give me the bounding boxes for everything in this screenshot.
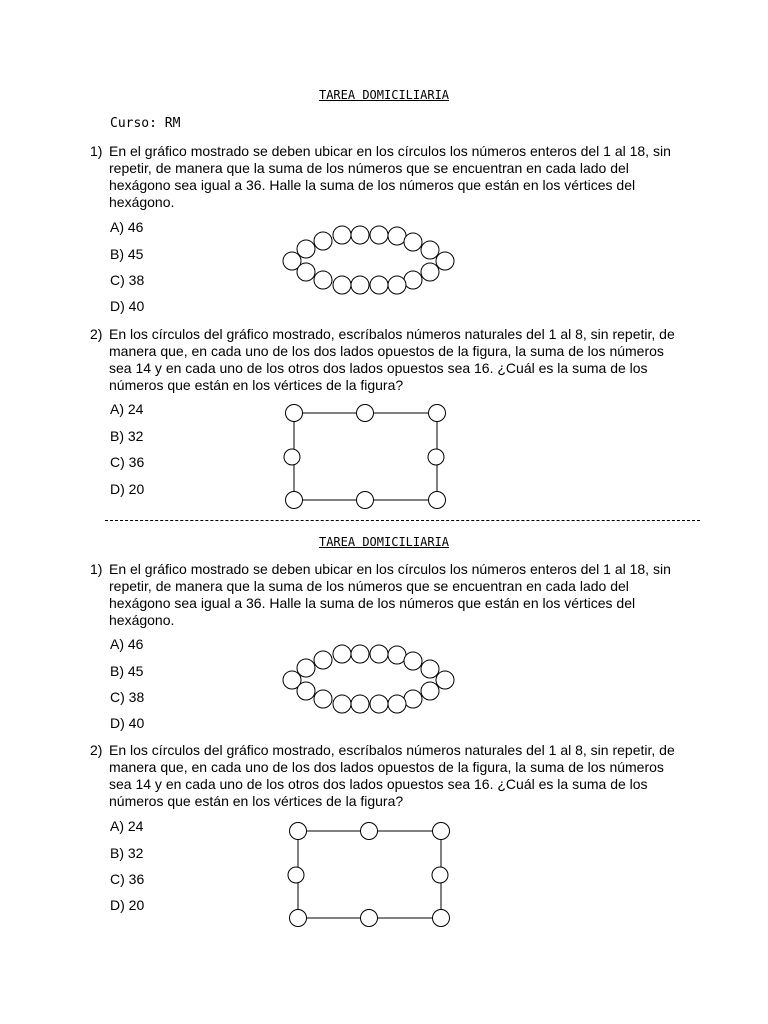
- worksheet-title: TAREA DOMICILIARIA: [318, 88, 450, 102]
- option-a: A) 24: [110, 401, 144, 417]
- question-number: 2): [90, 742, 103, 758]
- option-c: C) 38: [110, 689, 145, 705]
- course-label: Curso: RM: [110, 116, 181, 131]
- option-a: A) 24: [110, 818, 144, 834]
- option-b: B) 45: [110, 663, 144, 679]
- option-b: B) 45: [110, 246, 144, 262]
- option-c: C) 36: [110, 871, 145, 887]
- question-number: 1): [90, 561, 103, 577]
- rectangle-circles: [288, 823, 450, 927]
- option-a: A) 46: [110, 219, 144, 235]
- question-number: 2): [90, 326, 103, 342]
- question-text: En los círculos del gráfico mostrado, escríbalos números naturales del 1 al 8, sin repetir, de manera que, en cada uno de los dos lados opuestos de la figura, la suma de los números sea 14 y en cada uno de los otros dos lados opuestos sea 16. ¿Cuál es la suma de los números que están en los vértices de la figura?: [109, 326, 675, 393]
- option-b: B) 32: [110, 428, 144, 444]
- question-text: En los círculos del gráfico mostrado, escríbalos números naturales del 1 al 8, sin repetir, de manera que, en cada uno de los dos lados opuestos de la figura, la suma de los números sea 14 y en cada uno de los otros dos lados opuestos sea 16. ¿Cuál es la suma de los números que están en los vértices de la figura?: [109, 742, 675, 809]
- worksheet-title: TAREA DOMICILIARIA: [318, 535, 450, 549]
- option-d: D) 20: [110, 481, 145, 497]
- option-c: C) 38: [110, 272, 145, 288]
- option-d: D) 40: [110, 298, 145, 314]
- option-c: C) 36: [110, 454, 145, 470]
- question-text: En el gráfico mostrado se deben ubicar en los círculos los números enteros del 1 al 18, sin repetir, de manera que la suma de los números que se encuentran en cada lado del hexágono sea igual a 36. Halle la suma de los números que están en los vértices del hexágono.: [109, 143, 671, 210]
- question-number: 1): [90, 143, 103, 159]
- option-d: D) 40: [110, 715, 145, 731]
- option-a: A) 46: [110, 636, 144, 652]
- option-d: D) 20: [110, 897, 145, 913]
- question-text: En el gráfico mostrado se deben ubicar en los círculos los números enteros del 1 al 18, sin repetir, de manera que la suma de los números que se encuentran en cada lado del hexágono sea igual a 36. Halle la suma de los números que están en los vértices del hexágono.: [109, 561, 671, 628]
- option-b: B) 32: [110, 845, 144, 861]
- rectangle-edges: [298, 831, 441, 918]
